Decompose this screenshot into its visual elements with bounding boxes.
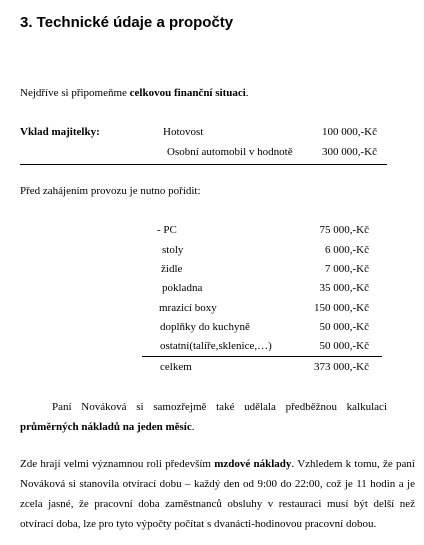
purchase-amount: 75 000,-Kč	[319, 224, 369, 236]
total-label: celkem	[160, 361, 192, 373]
purchase-amount: 150 000,-Kč	[314, 302, 369, 314]
purchase-amount: 7 000,-Kč	[325, 263, 369, 275]
vklad-amount: 100 000,-Kč	[322, 126, 377, 138]
purchase-amount: 35 000,-Kč	[319, 282, 369, 294]
purchase-item: pokladna	[162, 282, 203, 294]
purchase-item: stoly	[162, 244, 184, 256]
purchase-amount: 50 000,-Kč	[319, 340, 369, 352]
paragraph-bold: mzdové náklady	[214, 458, 292, 470]
paragraph-end: .	[191, 421, 195, 433]
vklad-divider	[20, 164, 387, 165]
intro-text: Nejdříve si připomeňme	[20, 87, 130, 99]
intro-bold: celkovou finanční situaci	[129, 87, 246, 99]
vklad-item: Hotovost	[163, 126, 204, 138]
intro-end: .	[245, 87, 249, 99]
paragraph-text: Paní Nováková si samozřejmě také udělala předběžnou kalkulaci	[52, 401, 387, 413]
intro-line	[20, 87, 249, 99]
vklad-item: Osobní automobil v hodnotě	[167, 146, 293, 158]
purchase-item: židle	[161, 263, 183, 275]
paragraph-text: Zde hrají velmi významnou roli především	[20, 458, 215, 470]
paragraph-bold: průměrných nákladů na jeden měsíc	[20, 421, 192, 433]
vklad-label: Vklad majitelky:	[20, 126, 100, 138]
before-opening-text: Před zahájením provozu je nutno pořídit:	[20, 185, 201, 197]
paragraph-end: . Vzhledem k tomu, že paní Nováková si stanovila otvírací dobu – každý den od 9:00 do 22:00, což je 11 hodin a je zcela jasné, že pracovní doba zaměstnanců obsluhy v restauraci musí být delší než otvírací doba, lze pro tyto výpočty počítat s dvanácti-hodinovou pracovní dobou.	[20, 458, 415, 530]
purchase-item: ostatní(talíře,sklenice,…)	[160, 340, 272, 352]
paragraph-wages	[20, 454, 415, 534]
purchase-amount: 50 000,-Kč	[319, 321, 369, 333]
purchase-item: - PC	[157, 224, 177, 236]
paragraph-calculation	[20, 397, 387, 437]
purchase-amount: 6 000,-Kč	[325, 244, 369, 256]
purchase-item: mrazicí boxy	[159, 302, 217, 314]
vklad-amount: 300 000,-Kč	[322, 146, 377, 158]
total-divider	[142, 356, 382, 357]
total-amount: 373 000,-Kč	[314, 361, 369, 373]
section-heading: 3. Technické údaje a propočty	[20, 14, 234, 31]
purchase-item: doplňky do kuchyně	[160, 321, 250, 333]
